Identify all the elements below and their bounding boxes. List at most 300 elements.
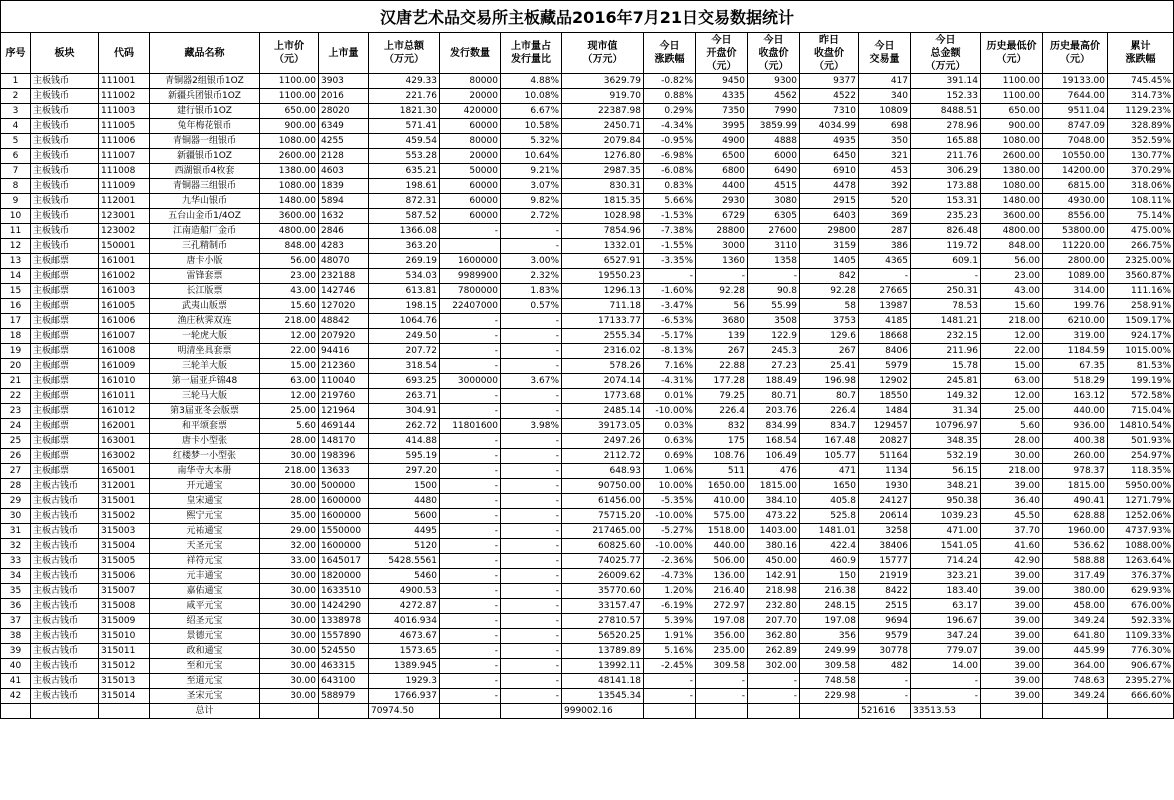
table-cell: 30.00: [260, 659, 319, 674]
table-cell: 429.33: [369, 74, 440, 89]
table-cell: 30.00: [260, 674, 319, 689]
table-cell: 511: [696, 464, 748, 479]
table-cell: -0.82%: [644, 74, 696, 89]
table-cell: 363.20: [369, 239, 440, 254]
table-cell: 297.20: [369, 464, 440, 479]
table-cell: 249.99: [800, 644, 859, 659]
table-cell: 29: [1, 494, 31, 509]
table-cell: 主板古钱币: [31, 569, 99, 584]
table-cell: -: [696, 674, 748, 689]
table-cell: 0.57%: [501, 299, 562, 314]
table-cell: 834.7: [800, 419, 859, 434]
table-cell: 14.00: [911, 659, 981, 674]
table-cell: 15.78: [911, 359, 981, 374]
table-cell: 245.3: [748, 344, 800, 359]
table-cell: 2846: [319, 224, 369, 239]
table-cell: 主板古钱币: [31, 659, 99, 674]
table-cell: 315014: [99, 689, 150, 704]
table-cell: 27600: [748, 224, 800, 239]
table-row: [1, 164, 1174, 179]
table-cell: -: [440, 584, 501, 599]
table-cell: -: [501, 599, 562, 614]
table-cell: 94416: [319, 344, 369, 359]
table-cell: 12.00: [981, 389, 1043, 404]
table-cell: [1108, 704, 1174, 719]
table-cell: 136.00: [696, 569, 748, 584]
table-cell: 6349: [319, 119, 369, 134]
table-cell: 3.98%: [501, 419, 562, 434]
table-row: [1, 614, 1174, 629]
table-cell: 111008: [99, 164, 150, 179]
column-header: 今日 开盘价 （元）: [696, 33, 748, 74]
table-cell: 162001: [99, 419, 150, 434]
table-cell: 267: [800, 344, 859, 359]
table-cell: -: [440, 464, 501, 479]
table-cell: -: [748, 674, 800, 689]
table-cell: 2915: [800, 194, 859, 209]
table-cell: -: [501, 344, 562, 359]
table-cell: 232.15: [911, 329, 981, 344]
table-cell: -: [501, 674, 562, 689]
table-cell: 30.00: [260, 629, 319, 644]
table-cell: 26009.62: [562, 569, 644, 584]
table-cell: 主板邮票: [31, 299, 99, 314]
table-cell: 148170: [319, 434, 369, 449]
column-header: 累计 涨跌幅: [1108, 33, 1174, 74]
table-cell: 3753: [800, 314, 859, 329]
table-cell: 352.59%: [1108, 134, 1174, 149]
table-cell: 主板钱币: [31, 134, 99, 149]
table-cell: 7990: [748, 104, 800, 119]
table-cell: 主板邮票: [31, 404, 99, 419]
table-cell: -: [440, 494, 501, 509]
table-cell: 450.00: [748, 554, 800, 569]
table-cell: 340: [859, 89, 911, 104]
table-cell: -: [440, 674, 501, 689]
table-cell: 8: [1, 179, 31, 194]
table-cell: 139: [696, 329, 748, 344]
table-cell: -1.60%: [644, 284, 696, 299]
table-cell: 1650.00: [696, 479, 748, 494]
column-header: 今日 收盘价 （元）: [748, 33, 800, 74]
table-cell: 163.12: [1043, 389, 1108, 404]
table-cell: 165001: [99, 464, 150, 479]
table-cell: -: [440, 224, 501, 239]
table-cell: 306.29: [911, 164, 981, 179]
table-cell: 8422: [859, 584, 911, 599]
table-cell: 315002: [99, 509, 150, 524]
table-cell: 315011: [99, 644, 150, 659]
table-row: [1, 389, 1174, 404]
table-cell: 250.31: [911, 284, 981, 299]
table-cell: 609.1: [911, 254, 981, 269]
table-cell: 8488.51: [911, 104, 981, 119]
table-cell: 主板邮票: [31, 314, 99, 329]
table-cell: 592.33%: [1108, 614, 1174, 629]
table-cell: 748.58: [800, 674, 859, 689]
table-cell: 至道元宝: [150, 674, 260, 689]
table-cell: 25.00: [260, 404, 319, 419]
table-cell: 266.75%: [1108, 239, 1174, 254]
table-cell: 61456.00: [562, 494, 644, 509]
table-cell: 20614: [859, 509, 911, 524]
table-cell: 1380.00: [260, 164, 319, 179]
table-cell: 7350: [696, 104, 748, 119]
table-cell: 青铜器三组银币: [150, 179, 260, 194]
table-cell: 武夷山版票: [150, 299, 260, 314]
table-cell: 主板古钱币: [31, 614, 99, 629]
table-cell: 30.00: [260, 689, 319, 704]
table-cell: 60000: [440, 194, 501, 209]
table-row: [1, 404, 1174, 419]
table-cell: 445.99: [1043, 644, 1108, 659]
table-cell: 1252.06%: [1108, 509, 1174, 524]
table-cell: 118.35%: [1108, 464, 1174, 479]
table-cell: 111001: [99, 74, 150, 89]
table-row: [1, 74, 1174, 89]
table-cell: 0.88%: [644, 89, 696, 104]
table-cell: 108.11%: [1108, 194, 1174, 209]
table-cell: 3.67%: [501, 374, 562, 389]
table-cell: 长江版票: [150, 284, 260, 299]
table-cell: 2325.00%: [1108, 254, 1174, 269]
table-cell: -: [440, 644, 501, 659]
table-cell: 1930: [859, 479, 911, 494]
table-cell: 56520.25: [562, 629, 644, 644]
table-cell: -: [440, 329, 501, 344]
table-cell: 景德元宝: [150, 629, 260, 644]
table-cell: 6490: [748, 164, 800, 179]
table-cell: 22387.98: [562, 104, 644, 119]
table-cell: 主板邮票: [31, 464, 99, 479]
table-cell: 30.00: [981, 449, 1043, 464]
table-cell: 1080.00: [260, 134, 319, 149]
table-cell: 1518.00: [696, 524, 748, 539]
table-cell: 5.60: [260, 419, 319, 434]
table-cell: 19: [1, 344, 31, 359]
table-cell: 900.00: [981, 119, 1043, 134]
table-cell: 1481.01: [800, 524, 859, 539]
table-cell: 16: [1, 299, 31, 314]
table-cell: 56: [696, 299, 748, 314]
table-cell: -0.95%: [644, 134, 696, 149]
table-cell: 30.00: [260, 614, 319, 629]
table-cell: 唐卡小型张: [150, 434, 260, 449]
table-cell: 23.00: [981, 269, 1043, 284]
table-cell: 575.00: [696, 509, 748, 524]
table-cell: 4495: [369, 524, 440, 539]
table-cell: 1480.00: [260, 194, 319, 209]
table-cell: 7310: [800, 104, 859, 119]
table-cell: -: [440, 599, 501, 614]
table-cell: 553.28: [369, 149, 440, 164]
column-header: 发行数量: [440, 33, 501, 74]
table-cell: [1, 704, 31, 719]
table-cell: 1100.00: [260, 74, 319, 89]
table-cell: 3.00%: [501, 254, 562, 269]
table-cell: 347.24: [911, 629, 981, 644]
table-cell: 43.00: [981, 284, 1043, 299]
table-cell: 2600.00: [981, 149, 1043, 164]
table-cell: 3629.79: [562, 74, 644, 89]
table-cell: -6.98%: [644, 149, 696, 164]
table-cell: 216.38: [800, 584, 859, 599]
table-cell: 2016: [319, 89, 369, 104]
table-cell: 263.71: [369, 389, 440, 404]
table-cell: 422.4: [800, 539, 859, 554]
table-cell: 105.77: [800, 449, 859, 464]
table-cell: 30.00: [260, 479, 319, 494]
table-cell: 476: [748, 464, 800, 479]
table-cell: 4888: [748, 134, 800, 149]
table-cell: 主板古钱币: [31, 584, 99, 599]
table-cell: 4.88%: [501, 74, 562, 89]
table-row: [1, 299, 1174, 314]
table-cell: 5: [1, 134, 31, 149]
table-row: [1, 284, 1174, 299]
table-cell: 10796.97: [911, 419, 981, 434]
table-cell: 232188: [319, 269, 369, 284]
table-cell: 525.8: [800, 509, 859, 524]
table-cell: 405.8: [800, 494, 859, 509]
table-cell: 6729: [696, 209, 748, 224]
table-cell: 45.50: [981, 509, 1043, 524]
column-header: 上市价 （元）: [260, 33, 319, 74]
table-cell: 471.00: [911, 524, 981, 539]
table-cell: [440, 704, 501, 719]
table-cell: 2485.14: [562, 404, 644, 419]
table-cell: 江南造船厂金币: [150, 224, 260, 239]
table-cell: 380.16: [748, 539, 800, 554]
table-cell: 15: [1, 284, 31, 299]
table-cell: 588.88: [1043, 554, 1108, 569]
table-cell: [1043, 704, 1108, 719]
table-cell: 22.00: [260, 344, 319, 359]
table-cell: -10.00%: [644, 509, 696, 524]
table-cell: 4603: [319, 164, 369, 179]
table-cell: 267: [696, 344, 748, 359]
table-cell: 1632: [319, 209, 369, 224]
table-cell: 2395.27%: [1108, 674, 1174, 689]
table-cell: 75.14%: [1108, 209, 1174, 224]
table-cell: 63.00: [981, 374, 1043, 389]
table-cell: -: [501, 659, 562, 674]
table-cell: 13: [1, 254, 31, 269]
table-cell: 60825.60: [562, 539, 644, 554]
table-cell: 29800: [800, 224, 859, 239]
table-cell: 177.28: [696, 374, 748, 389]
table-row: [1, 119, 1174, 134]
table-cell: 主板邮票: [31, 329, 99, 344]
table-cell: 11220.00: [1043, 239, 1108, 254]
table-cell: 2515: [859, 599, 911, 614]
table-cell: 0.29%: [644, 104, 696, 119]
table-cell: 872.31: [369, 194, 440, 209]
table-cell: 1064.76: [369, 314, 440, 329]
table-cell: 13633: [319, 464, 369, 479]
table-row: [1, 434, 1174, 449]
table-cell: 356: [800, 629, 859, 644]
table-cell: 6800: [696, 164, 748, 179]
column-header: 历史最高价 （元）: [1043, 33, 1108, 74]
table-cell: 1960.00: [1043, 524, 1108, 539]
table-cell: 7048.00: [1043, 134, 1108, 149]
table-cell: 42.90: [981, 554, 1043, 569]
table-cell: -: [440, 449, 501, 464]
table-cell: 24127: [859, 494, 911, 509]
table-cell: -: [501, 329, 562, 344]
table-cell: 5.32%: [501, 134, 562, 149]
table-cell: 3600.00: [260, 209, 319, 224]
table-cell: 3995: [696, 119, 748, 134]
table-cell: 9511.04: [1043, 104, 1108, 119]
table-cell: 111003: [99, 104, 150, 119]
table-cell: 1: [1, 74, 31, 89]
table-cell: 主板邮票: [31, 389, 99, 404]
table-cell: 463315: [319, 659, 369, 674]
table-cell: 唐卡小版: [150, 254, 260, 269]
table-cell: 1358: [748, 254, 800, 269]
table-cell: 218.00: [260, 464, 319, 479]
table-cell: 9694: [859, 614, 911, 629]
table-cell: 新疆银币1OZ: [150, 149, 260, 164]
table-cell: 254.97%: [1108, 449, 1174, 464]
table-cell: -5.35%: [644, 494, 696, 509]
table-cell: 56.15: [911, 464, 981, 479]
table-cell: 392: [859, 179, 911, 194]
table-cell: 18668: [859, 329, 911, 344]
column-header: 现市值 （万元）: [562, 33, 644, 74]
table-cell: -: [501, 584, 562, 599]
table-cell: 主板钱币: [31, 164, 99, 179]
table-cell: 8406: [859, 344, 911, 359]
table-cell: -6.53%: [644, 314, 696, 329]
table-cell: 10.08%: [501, 89, 562, 104]
table-cell: 309.58: [696, 659, 748, 674]
table-cell: -: [440, 314, 501, 329]
table-cell: 364.00: [1043, 659, 1108, 674]
table-cell: 1088.00%: [1108, 539, 1174, 554]
table-cell: 39.00: [981, 629, 1043, 644]
table-row: [1, 149, 1174, 164]
table-cell: 111.16%: [1108, 284, 1174, 299]
table-cell: -: [440, 629, 501, 644]
table-cell: 207920: [319, 329, 369, 344]
table-cell: 0.63%: [644, 434, 696, 449]
table-cell: 西湖银币4枚套: [150, 164, 260, 179]
table-cell: 主板古钱币: [31, 524, 99, 539]
table-cell: 7644.00: [1043, 89, 1108, 104]
table-cell: 161007: [99, 329, 150, 344]
table-cell: 23: [1, 404, 31, 419]
table-cell: 雷锋套票: [150, 269, 260, 284]
table-cell: 92.28: [696, 284, 748, 299]
table-cell: 39173.05: [562, 419, 644, 434]
table-cell: -2.36%: [644, 554, 696, 569]
table-cell: 414.88: [369, 434, 440, 449]
table-cell: -: [501, 359, 562, 374]
table-cell: -7.38%: [644, 224, 696, 239]
table-cell: 4522: [800, 89, 859, 104]
table-cell: 38406: [859, 539, 911, 554]
table-cell: 5979: [859, 359, 911, 374]
table-cell: 212360: [319, 359, 369, 374]
table-cell: 173.88: [911, 179, 981, 194]
table-cell: 明清坐具套票: [150, 344, 260, 359]
table-cell: 10.00%: [644, 479, 696, 494]
table-cell: -: [501, 524, 562, 539]
table-cell: 10.58%: [501, 119, 562, 134]
table-cell: 356.00: [696, 629, 748, 644]
table-cell: 1600000: [440, 254, 501, 269]
table-cell: 6500: [696, 149, 748, 164]
table-cell: 1541.05: [911, 539, 981, 554]
table-row: [1, 374, 1174, 389]
table-cell: [501, 704, 562, 719]
total-volume: 521616: [859, 704, 911, 719]
table-cell: 161008: [99, 344, 150, 359]
table-cell: 6210.00: [1043, 314, 1108, 329]
table-row: [1, 449, 1174, 464]
table-cell: 314.73%: [1108, 89, 1174, 104]
table-cell: -: [501, 239, 562, 254]
table-cell: 17: [1, 314, 31, 329]
table-cell: 473.22: [748, 509, 800, 524]
table-cell: 167.48: [800, 434, 859, 449]
column-header: 昨日 收盘价 （元）: [800, 33, 859, 74]
table-cell: 15.60: [981, 299, 1043, 314]
table-cell: 12.00: [981, 329, 1043, 344]
table-cell: 1557890: [319, 629, 369, 644]
table-cell: 370.29%: [1108, 164, 1174, 179]
table-cell: 4800.00: [981, 224, 1043, 239]
table-cell: -: [911, 269, 981, 284]
table-cell: 4478: [800, 179, 859, 194]
table-cell: 28.00: [981, 434, 1043, 449]
table-cell: 2555.34: [562, 329, 644, 344]
table-cell: 314.00: [1043, 284, 1108, 299]
table-cell: 60000: [440, 179, 501, 194]
table-cell: 6910: [800, 164, 859, 179]
table-row: [1, 104, 1174, 119]
table-cell: 5.39%: [644, 614, 696, 629]
table-cell: [31, 704, 99, 719]
table-cell: 121964: [319, 404, 369, 419]
table-cell: 349.24: [1043, 614, 1108, 629]
table-cell: 1089.00: [1043, 269, 1108, 284]
table-cell: 九华山银币: [150, 194, 260, 209]
table-cell: 6305: [748, 209, 800, 224]
table-cell: -: [501, 569, 562, 584]
table-cell: 4283: [319, 239, 369, 254]
table-cell: 161010: [99, 374, 150, 389]
table-cell: 3680: [696, 314, 748, 329]
table-cell: 1389.945: [369, 659, 440, 674]
table-row: [1, 329, 1174, 344]
table-cell: 650.00: [981, 104, 1043, 119]
table-cell: 832: [696, 419, 748, 434]
table-cell: 500000: [319, 479, 369, 494]
table-cell: 5.66%: [644, 194, 696, 209]
table-cell: -1.55%: [644, 239, 696, 254]
table-cell: 112001: [99, 194, 150, 209]
table-cell: 41: [1, 674, 31, 689]
table-cell: 129.6: [800, 329, 859, 344]
table-cell: 80.7: [800, 389, 859, 404]
table-cell: 三孔精制币: [150, 239, 260, 254]
table-cell: -: [440, 389, 501, 404]
table-cell: -: [644, 689, 696, 704]
